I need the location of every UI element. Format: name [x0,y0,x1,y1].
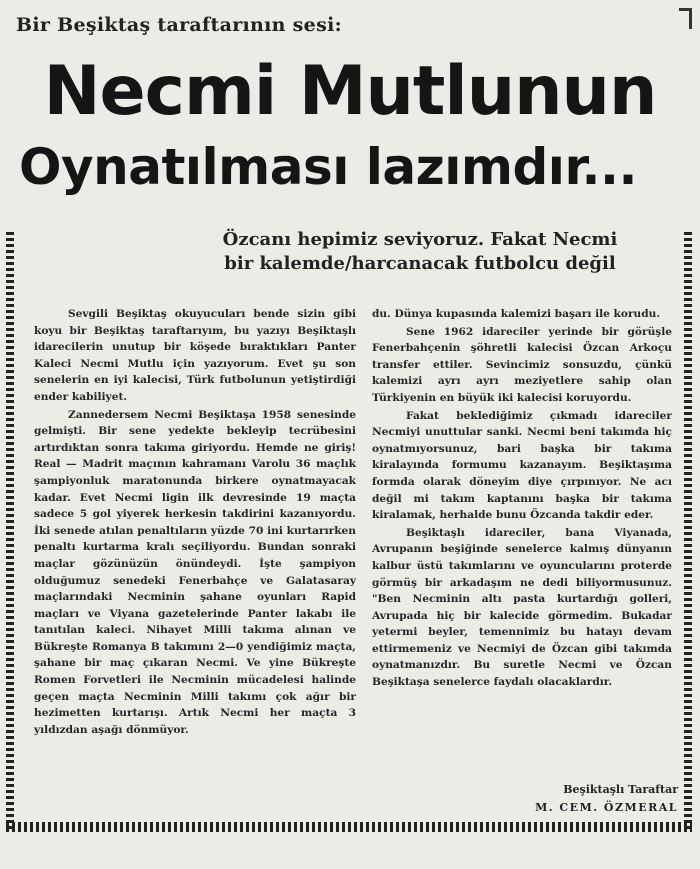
signature-name: M. CEM. ÖZMERAL [535,801,678,814]
subheadline-line-1: Özcanı hepimiz seviyoruz. Fakat Necmi [222,229,618,250]
headline-line-1: Necmi Mutlunun [43,52,657,131]
paragraph: Zannedersem Necmi Beşiktaşa 1958 senesinde gelmişti. Bir sene yedekte bekleyip tecrübesini artırdıktan sonra takıma giriyordu. Hemde ne giriş! Real — Madrit maçının kahramanı Varolu 36 maçlık şampiyonluk maratonunda birkere oynatmayacak kadar. Evet Necmi ligin ilk devresinde 19 maçta sadece 5 gol yiyerek herkesin takdirini kazanıyordu. İki senede atılan penaltıların yüzde 70 ini kurtarırken penaltı kurtarma kralı seçiliyordu. Bundan sonraki maçlar gözünüzün önündeydi. İşte şampiyon olduğumuz senedeki Fenerbahçe ve Galatasaray maçlarındaki Necminin şahane oyunları Rapid maçları ve Viyana gazetelerinde Panter lakabı ile tanıtılan kaleci. Nihayet Milli takıma alınan ve Bükreşte Romanya B takımını 2—0 yendiğimiz maçta, şahane bir maç çıkaran Necmi. Ve yine Bükreşte Romen Forvetleri ile Necminin mücadelesi halinde geçen maçta Necminin Milli takımı çok ağır bir hezimetten kurtarışı. Artık Necmi her maçta 3 yıldızdan aşağı dönmüyor. [34,408,356,736]
signature-title: Beşiktaşlı Taraftar [563,783,678,796]
frame-border-left [6,232,14,832]
paragraph: Beşiktaşlı idareciler, bana Viyanada, Avrupanın beşiğinde senelerce kalmış dünyanın kalbur üstü takımlarını ve oyuncularını proterde görmüş bir arkadaşım ne dedi biliyormusunuz. "Ben Necminin altı pasta kurtardığı golleri, Avrupada hiç bir kalecide görmedim. Bukadar yetermi beyler, temennimiz bu hatayı devam ettirmemeniz ve Necmiyi de Özcan gibi takımda oynatmanızdır. Bu suretle Necmi ve Özcan Beşiktaşa senelerce faydalı olacaklardır. [372,526,672,689]
paragraph: Sene 1962 idareciler yerinde bir görüşle Fenerbahçenin şöhretli kalecisi Özcan Arkoçu transfer ettiler. Sevincimiz sonsuzdu, çünkü kalemizi ayrı ayrı meziyetlere sahip olan Türkiyenin en büyük iki kalecisi koruyordu. [372,325,672,404]
article-column-right [372,306,672,691]
frame-border-bottom [6,822,692,832]
article-column-left [34,306,356,738]
kicker: Bir Beşiktaş taraftarının sesi: [16,14,342,36]
corner-crop-mark [679,8,692,29]
paragraph: Sevgili Beşiktaş okuyucuları bende sizin gibi koyu bir Beşiktaş taraftarıyım, bu yazıyı Beşiktaşlı idarecilerin unutup bir köşede bıraktıkları Panter Kaleci Necmi Mutlu için yazıyorum. Evet şu son senelerin en iyi kalecisi, Türk futbolunun yetiştirdiği ender kabiliyet. [34,308,356,403]
headline-line-2: Oynatılması lazımdır... [19,138,637,196]
paragraph: Fakat beklediğimiz çıkmadı idareciler Necmiyi unuttular sanki. Necmi beni takımda hiç oynatmıyorsunuz, bari başka bir takıma kiralayında formumu kazanayım. Beşiktaşıma formda olarak döneyim diye çırpınıyor. Ne acı değil mi takım kaptanını başka bir takıma kiralamak, herhalde bunu Özcanda takdir eder. [372,409,672,522]
frame-border-right [684,232,692,832]
subheadline-line-2: bir kalemde/harcanacak futbolcu değil [224,253,616,274]
subheadline [160,228,680,276]
paragraph: du. Dünya kupasında kalemizi başarı ile korudu. [372,308,661,320]
